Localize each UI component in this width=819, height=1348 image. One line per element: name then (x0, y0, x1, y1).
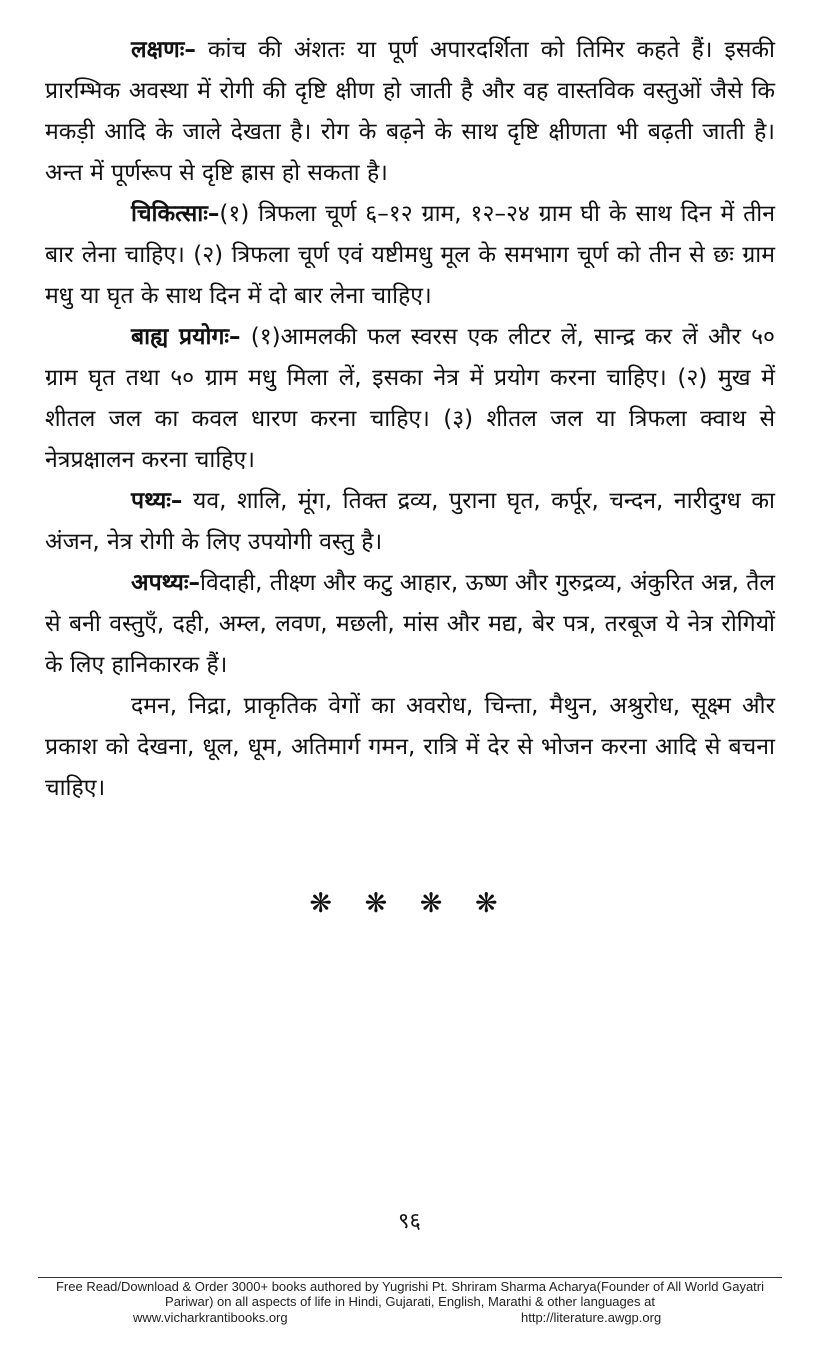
paragraph-text: (१)आमलकी फल स्वरस एक लीटर लें, सान्द्र कर लें और ५० ग्राम घृत तथा ५० ग्राम मधु मिला लें, इसका नेत्र में प्रयोग करना चाहिए। (२) मुख में शीतल जल का कवल धारण करना चाहिए। (३) शीतल जल या त्रिफला क्वाथ से नेत्रप्रक्षालन करना चाहिए। (45, 324, 775, 473)
paragraph-heading: पथ्यः– (131, 488, 183, 514)
paragraph-unwholesome-diet (45, 563, 775, 686)
paragraph-heading: अपथ्यः– (131, 570, 200, 596)
footer-link-vicharkranti[interactable]: www.vicharkrantibooks.org (133, 1310, 288, 1325)
paragraph-wholesome-diet (45, 481, 775, 563)
paragraph-treatment (45, 194, 775, 317)
paragraph-heading: लक्षणः– (131, 37, 196, 63)
paragraph-external-use (45, 317, 775, 481)
footer-links (38, 1310, 782, 1326)
page-body (45, 30, 775, 809)
page-number: ९६ (398, 1209, 421, 1234)
paragraph-text: (१) त्रिफला चूर्ण ६–१२ ग्राम, १२–२४ ग्राम घी के साथ दिन में तीन बार लेना चाहिए। (२) त्रिफला चूर्ण एवं यष्टीमधु मूल के समभाग चूर्ण को तीन से छः ग्राम मधु या घृत के साथ दिन में दो बार लेना चाहिए। (45, 201, 775, 309)
paragraph-symptoms (45, 30, 775, 194)
footer-text: Free Read/Download & Order 3000+ books authored by Yugrishi Pt. Shriram Sharma Acharya(Founder of All World Gayatri Pariwar) on all aspects of life in Hindi, Gujarati, English, Marathi & other languages at (55, 1279, 765, 1309)
footer-link-literature[interactable]: http://literature.awgp.org (521, 1310, 662, 1325)
footer-divider (38, 1277, 782, 1278)
section-end-ornament: ❋ ❋ ❋ ❋ (309, 888, 510, 919)
paragraph-text: यव, शालि, मूंग, तिक्त द्रव्य, पुराना घृत, कर्पूर, चन्दन, नारीदुग्ध का अंजन, नेत्र रोगी के लिए उपयोगी वस्तु है। (45, 488, 775, 555)
paragraph-heading: चिकित्साः– (131, 201, 220, 227)
paragraph-text: कांच की अंशतः या पूर्ण अपारदर्शिता को तिमिर कहते हैं। इसकी प्रारम्भिक अवस्था में रोगी की दृष्टि क्षीण हो जाती है और वह वास्तविक वस्तुओं जैसे कि मकड़ी आदि के जाले देखता है। रोग के बढ़ने के साथ दृष्टि क्षीणता भी बढ़ती जाती है। अन्त में पूर्णरूप से दृष्टि ह्रास हो सकता है। (45, 37, 775, 186)
paragraph-avoidance (45, 686, 775, 809)
paragraph-heading: बाह्य प्रयोगः– (131, 324, 241, 350)
paragraph-text: दमन, निद्रा, प्राकृतिक वेगों का अवरोध, चिन्ता, मैथुन, अश्रुरोध, सूक्ष्म और प्रकाश को देखना, धूल, धूम, अतिमार्ग गमन, रात्रि में देर से भोजन करना आदि से बचना चाहिए। (45, 693, 775, 801)
paragraph-text: विदाही, तीक्ष्ण और कटु आहार, ऊष्ण और गुरुद्रव्य, अंकुरित अन्न, तैल से बनी वस्तुएँ, दही, अम्ल, लवण, मछली, मांस और मद्य, बेर पत्र, तरबूज ये नेत्र रोगियों के लिए हानिकारक हैं। (45, 570, 775, 678)
